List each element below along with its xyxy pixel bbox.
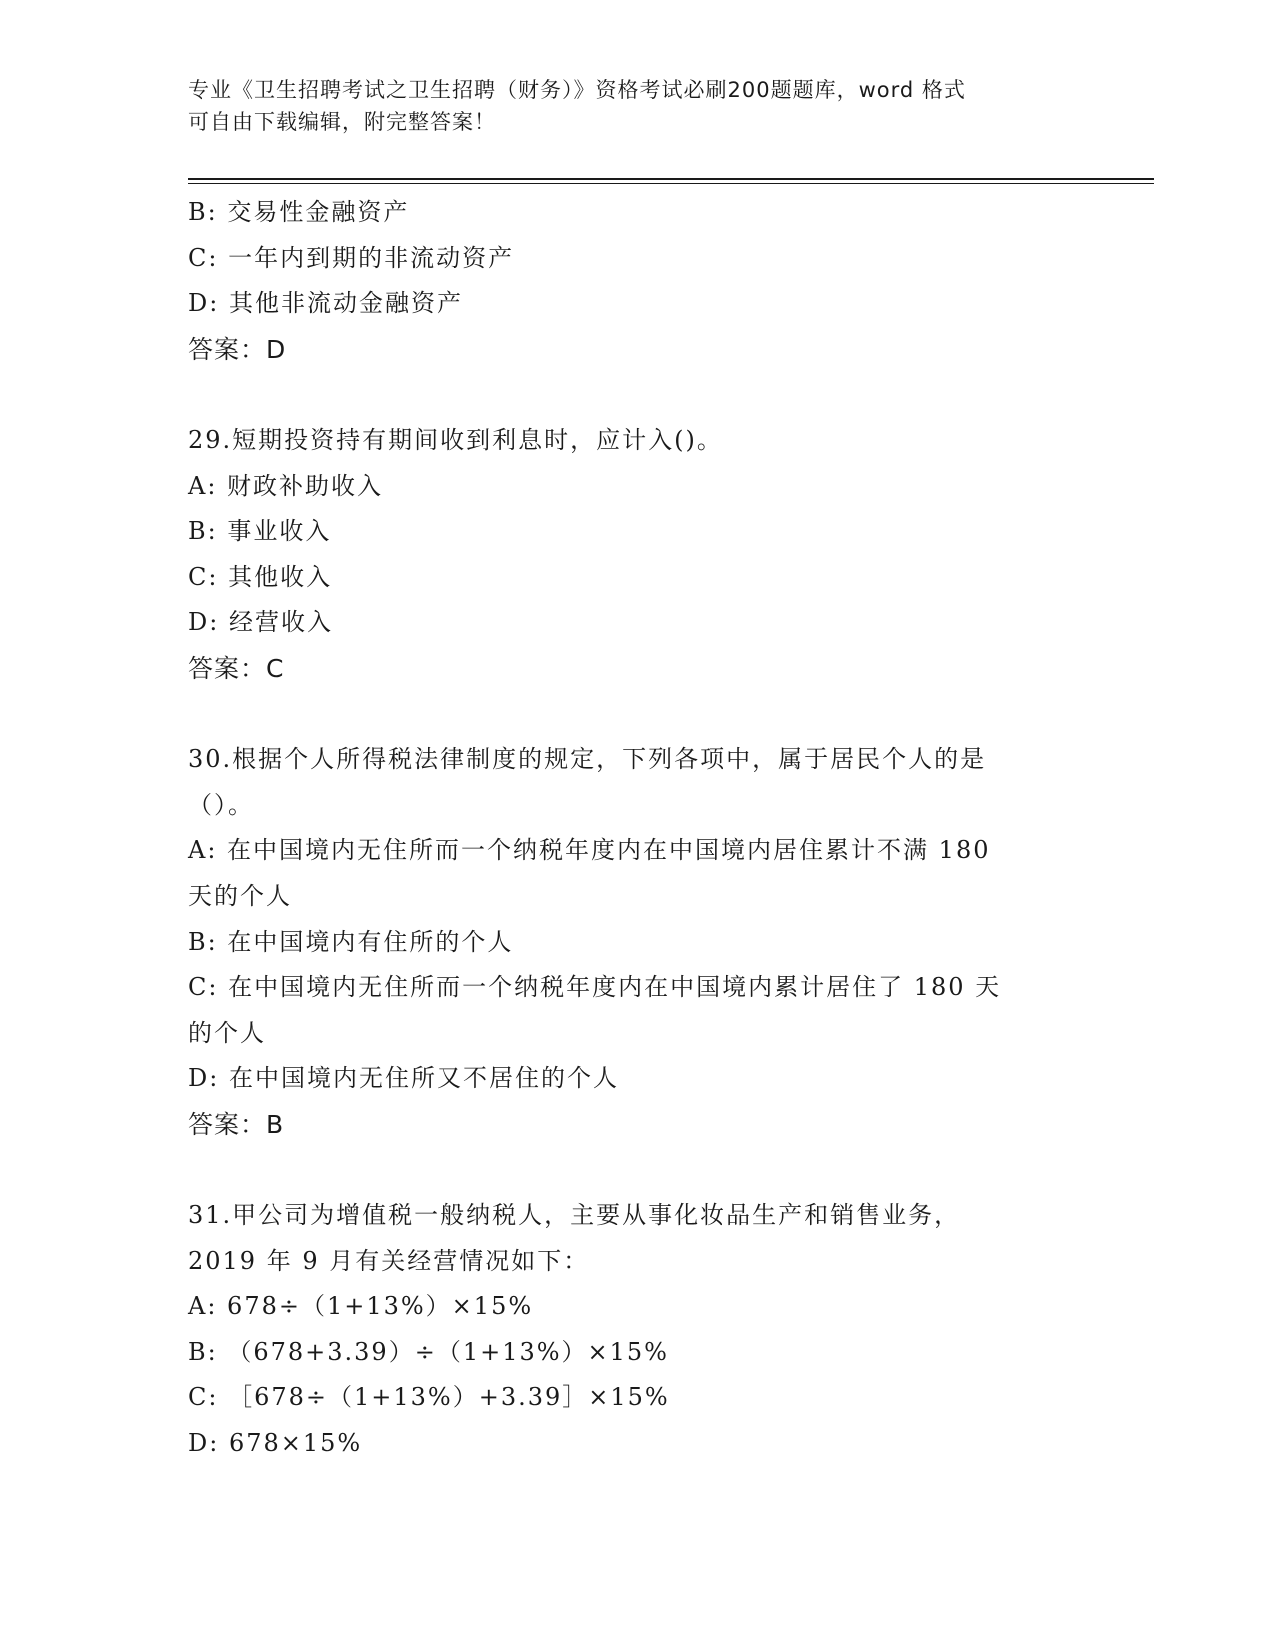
document-body: [188, 190, 1068, 1467]
option-d: D: 678×15%: [188, 1429, 363, 1458]
question-text: 29.短期投资持有期间收到利息时，应计入()。: [188, 425, 723, 454]
spacer: [188, 1147, 1068, 1193]
option-c-line-1: C: 在中国境内无住所而一个纳税年度内在中国境内累计居住了 180 天: [188, 973, 1002, 1002]
option-a: A: 678÷（1+13%）×15%: [188, 1292, 534, 1321]
question-text-line-1: 31.甲公司为增值税一般纳税人，主要从事化妆品生产和销售业务，: [188, 1201, 961, 1230]
spacer: [188, 692, 1068, 738]
question-text-line-2: （）。: [188, 790, 254, 819]
question-30: [188, 737, 1068, 1147]
header-rule-thin: [188, 183, 1154, 184]
question-text-line-2: 2019 年 9 月有关经营情况如下：: [188, 1246, 590, 1275]
option-b: B: 交易性金融资产: [188, 198, 410, 226]
document-header: [188, 74, 1088, 138]
answer-label: 答案：C: [188, 653, 285, 683]
option-d: D: 经营收入: [188, 608, 333, 637]
option-a-line-1: A: 在中国境内无住所而一个纳税年度内在中国境内居住累计不满 180: [188, 836, 991, 865]
option-c: C: 其他收入: [188, 562, 333, 591]
question-28: [188, 190, 1068, 372]
answer-label: 答案：B: [188, 1109, 285, 1139]
option-a-line-2: 天的个人: [188, 881, 292, 910]
option-b: B: 在中国境内有住所的个人: [188, 927, 514, 956]
header-line-2: 可自由下载编辑，附完整答案！: [188, 110, 496, 134]
option-b: B: （678+3.39）÷（1+13%）×15%: [188, 1337, 669, 1366]
spacer: [188, 372, 1068, 418]
header-rule-thick: [188, 178, 1154, 180]
option-d: D: 在中国境内无住所又不居住的个人: [188, 1064, 619, 1093]
question-29: [188, 418, 1068, 692]
option-b: B: 事业收入: [188, 517, 332, 546]
answer-label: 答案：D: [188, 334, 287, 364]
option-c: C: ［678÷（1+13%）+3.39］×15%: [188, 1383, 670, 1412]
option-d: D: 其他非流动金融资产: [188, 289, 463, 318]
option-a: A: 财政补助收入: [188, 471, 384, 500]
header-line-1: 专业《卫生招聘考试之卫生招聘（财务）》资格考试必刷200题题库，word 格式: [188, 78, 966, 102]
question-31: [188, 1193, 1068, 1467]
option-c: C: 一年内到期的非流动资产: [188, 243, 515, 272]
option-c-line-2: 的个人: [188, 1018, 266, 1047]
question-text-line-1: 30.根据个人所得税法律制度的规定，下列各项中，属于居民个人的是: [188, 745, 987, 774]
